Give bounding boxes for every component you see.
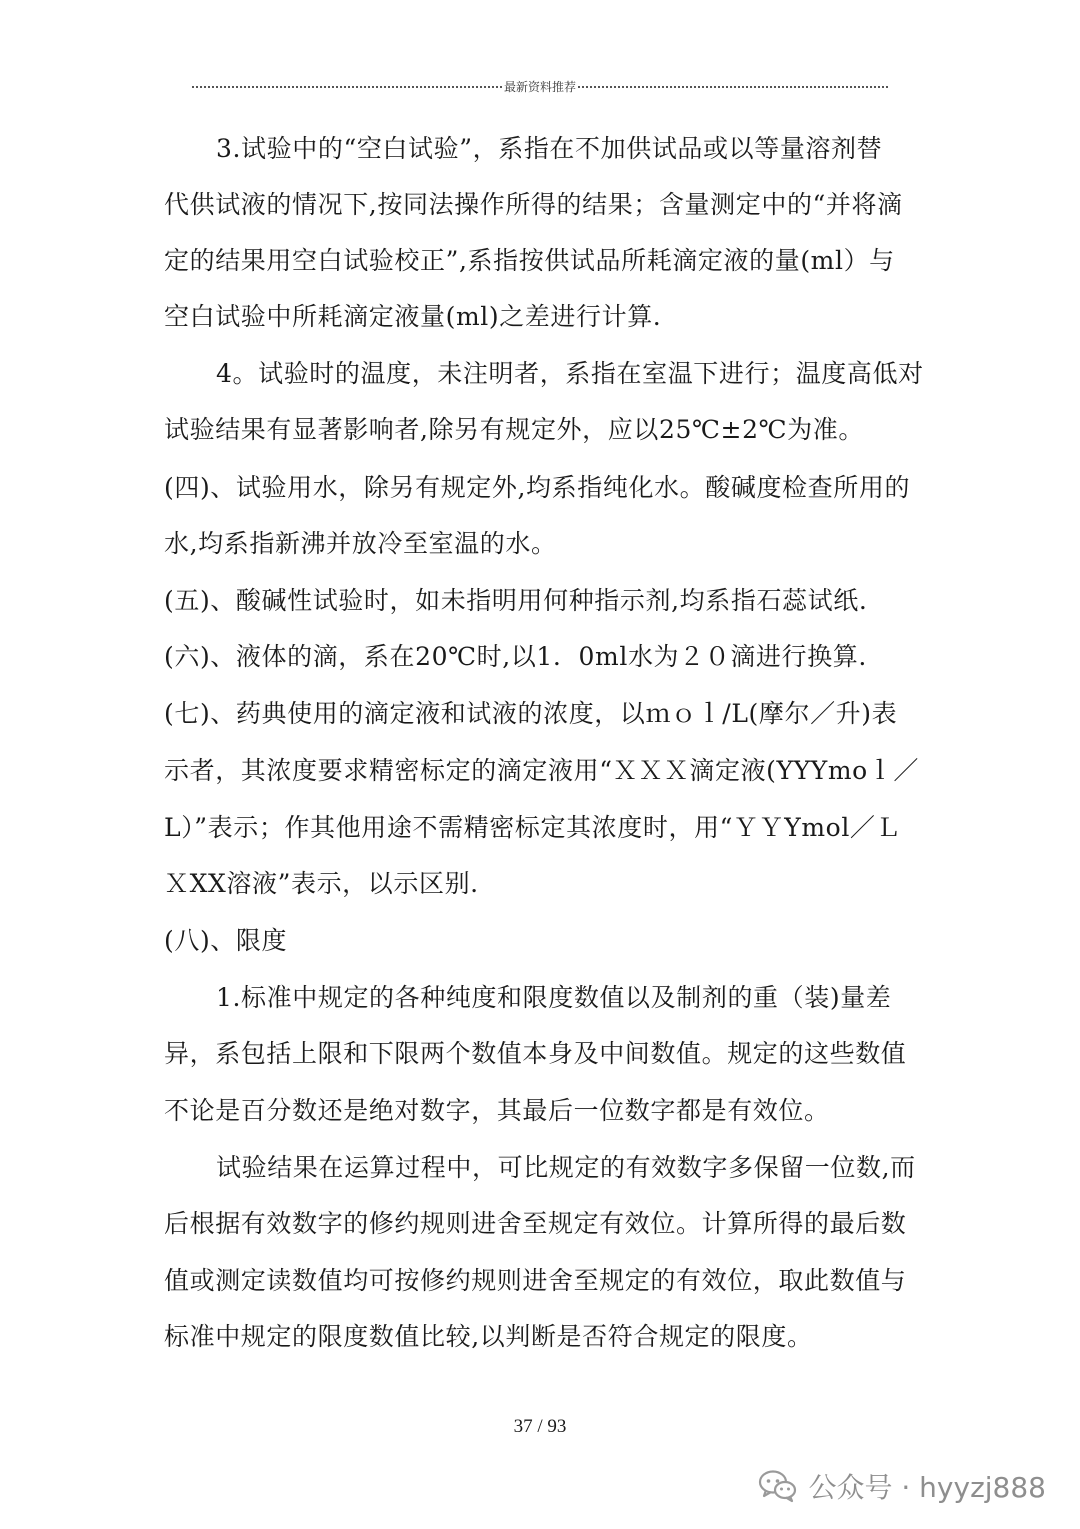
text-line: 定的结果用空白试验校正”,系指按供试品所耗滴定液的量(ml）与	[164, 246, 895, 275]
text-line: 不论是百分数还是绝对数字，其最后一位数字都是有效位。	[164, 1096, 830, 1125]
text-line: 示者，其浓度要求精密标定的滴定液用“ＸＸＸ滴定液(YYYmoｌ／	[164, 756, 920, 785]
text-line: 空白试验中所耗滴定液量(ml)之差进行计算.	[164, 302, 662, 331]
wechat-icon	[758, 1469, 798, 1503]
section-heading: (八)、限度	[164, 926, 288, 955]
text-line: (四)、试验用水，除另有规定外,均系指纯化水。酸碱度检查所用的	[164, 473, 911, 502]
text-line: 值或测定读数值均可按修约规则进舍至规定的有效位，取此数值与	[164, 1266, 907, 1295]
text-line: (五)、酸碱性试验时，如未指明用何种指示剂,均系指石蕊试纸.	[164, 586, 868, 615]
page-number: 37 / 93	[513, 1416, 567, 1437]
text-line: 标准中规定的限度数值比较,以判断是否符合规定的限度。	[164, 1322, 813, 1351]
header-dotted-rule-left	[192, 86, 502, 88]
text-line: 代供试液的情况下,按同法操作所得的结果；含量测定中的“并将滴	[164, 190, 903, 219]
text-line: 1.标准中规定的各种纯度和限度数值以及制剂的重（装)量差	[216, 983, 892, 1012]
text-line: (六)、液体的滴，系在20℃时,以1．0ml水为２０滴进行换算.	[164, 642, 867, 671]
text-line: (七)、药典使用的滴定液和试液的浓度，以ｍｏｌ/L(摩尔／升)表	[164, 699, 898, 728]
header-title: 最新资料推荐	[504, 79, 577, 94]
page-header	[192, 76, 888, 96]
text-line: 试验结果有显著影响者,除另有规定外，应以25℃±2℃为准。	[164, 415, 864, 444]
watermark	[758, 1466, 1046, 1506]
watermark-text: 公众号 · hyyzj888	[808, 1471, 1046, 1504]
text-line: ＸXX溶液”表示，以示区别.	[164, 869, 479, 898]
text-line: L）”表示；作其他用途不需精密标定其浓度时，用“ＹＹYmol／Ｌ	[164, 813, 902, 842]
text-line: 4。试验时的温度，未注明者，系指在室温下进行；温度高低对	[216, 359, 924, 388]
text-line: 异，系包括上限和下限两个数值本身及中间数值。规定的这些数值	[164, 1039, 907, 1068]
text-line: 后根据有效数字的修约规则进舍至规定有效位。计算所得的最后数	[164, 1209, 907, 1238]
text-line: 3.试验中的“空白试验”，系指在不加供试品或以等量溶剂替	[216, 134, 883, 163]
text-line: 试验结果在运算过程中，可比规定的有效数字多保留一位数,而	[216, 1153, 916, 1182]
text-line: 水,均系指新沸并放冷至室温的水。	[164, 529, 557, 558]
header-dotted-rule-right	[578, 86, 888, 88]
